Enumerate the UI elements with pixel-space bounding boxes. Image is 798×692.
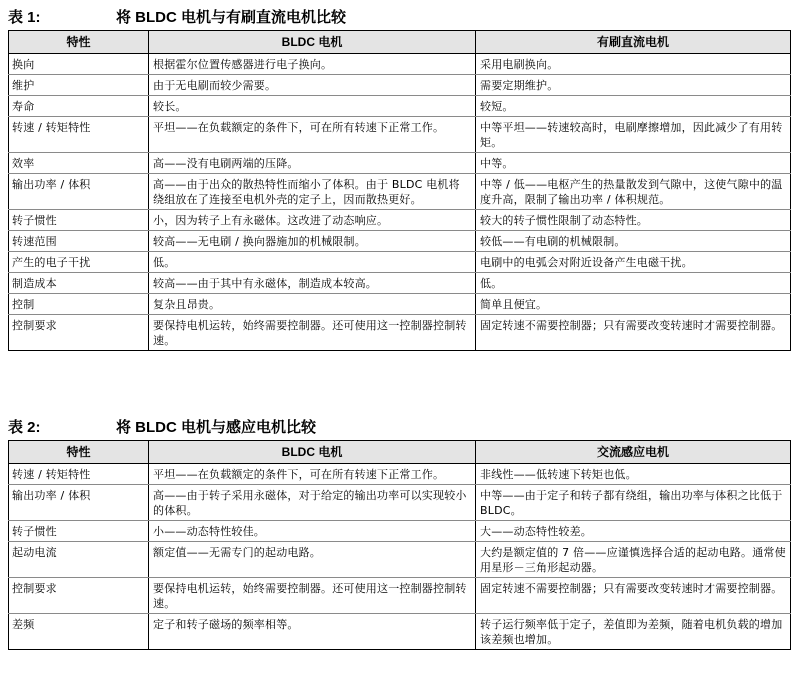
table-row	[9, 231, 791, 252]
feature-cell: 维护	[9, 75, 149, 96]
table2-caption	[8, 416, 790, 440]
table-row	[9, 485, 791, 521]
table2-title: 将 BLDC 电机与感应电机比较	[116, 419, 316, 436]
bldc-cell: 要保持电机运转，始终需要控制器。还可使用这一控制器控制转速。	[149, 578, 476, 614]
header-bldc: BLDC 电机	[149, 31, 476, 54]
feature-cell: 起动电流	[9, 542, 149, 578]
compare-cell: 固定转速不需要控制器；只有需要改变转速时才需要控制器。	[476, 315, 791, 351]
header-bldc: BLDC 电机	[149, 441, 476, 464]
compare-cell: 低。	[476, 273, 791, 294]
compare-cell: 较低——有电刷的机械限制。	[476, 231, 791, 252]
feature-cell: 控制要求	[9, 578, 149, 614]
bldc-cell: 小，因为转子上有永磁体。这改进了动态响应。	[149, 210, 476, 231]
bldc-cell: 复杂且昂贵。	[149, 294, 476, 315]
table-row	[9, 294, 791, 315]
compare-cell: 固定转速不需要控制器；只有需要改变转速时才需要控制器。	[476, 578, 791, 614]
bldc-cell: 定子和转子磁场的频率相等。	[149, 614, 476, 650]
feature-cell: 输出功率 / 体积	[9, 485, 149, 521]
bldc-cell: 要保持电机运转，始终需要控制器。还可使用这一控制器控制转速。	[149, 315, 476, 351]
compare-cell: 大——动态特性较差。	[476, 521, 791, 542]
feature-cell: 控制要求	[9, 315, 149, 351]
feature-cell: 输出功率 / 体积	[9, 174, 149, 210]
table-row	[9, 54, 791, 75]
bldc-cell: 由于无电刷而较少需要。	[149, 75, 476, 96]
table-row	[9, 464, 791, 485]
bldc-cell: 较长。	[149, 96, 476, 117]
table-row	[9, 117, 791, 153]
feature-cell: 产生的电子干扰	[9, 252, 149, 273]
table1-body	[9, 54, 791, 351]
compare-cell: 中等平坦——转速较高时，电刷摩擦增加，因此减少了有用转矩。	[476, 117, 791, 153]
compare-cell: 简单且便宜。	[476, 294, 791, 315]
table-row	[9, 174, 791, 210]
header-brushed-dc: 有刷直流电机	[476, 31, 791, 54]
compare-cell: 较短。	[476, 96, 791, 117]
table-row	[9, 521, 791, 542]
compare-cell: 中等 / 低——电枢产生的热量散发到气隙中，这使气隙中的温度升高，限制了输出功率 / 体积规范。	[476, 174, 791, 210]
table-row	[9, 578, 791, 614]
feature-cell: 效率	[9, 153, 149, 174]
bldc-cell: 额定值——无需专门的起动电路。	[149, 542, 476, 578]
feature-cell: 转速 / 转矩特性	[9, 117, 149, 153]
table2-block	[8, 416, 790, 650]
table-row	[9, 614, 791, 650]
bldc-cell: 低。	[149, 252, 476, 273]
table-header-row	[9, 31, 791, 54]
feature-cell: 转子惯性	[9, 521, 149, 542]
feature-cell: 制造成本	[9, 273, 149, 294]
bldc-cell: 高——由于转子采用永磁体，对于给定的输出功率可以实现较小的体积。	[149, 485, 476, 521]
compare-cell: 电刷中的电弧会对附近设备产生电磁干扰。	[476, 252, 791, 273]
table1-title: 将 BLDC 电机与有刷直流电机比较	[116, 9, 346, 26]
table2-body	[9, 464, 791, 650]
table-row	[9, 252, 791, 273]
header-ac-induction: 交流感应电机	[476, 441, 791, 464]
feature-cell: 寿命	[9, 96, 149, 117]
compare-cell: 转子运行频率低于定子，差值即为差频，随着电机负载的增加该差频也增加。	[476, 614, 791, 650]
table-row	[9, 96, 791, 117]
bldc-cell: 较高——无电刷 / 换向器施加的机械限制。	[149, 231, 476, 252]
feature-cell: 转速范围	[9, 231, 149, 252]
bldc-cell: 高——没有电刷两端的压降。	[149, 153, 476, 174]
compare-cell: 非线性——低转速下转矩也低。	[476, 464, 791, 485]
feature-cell: 换向	[9, 54, 149, 75]
compare-cell: 较大的转子惯性限制了动态特性。	[476, 210, 791, 231]
feature-cell: 转子惯性	[9, 210, 149, 231]
table-row	[9, 273, 791, 294]
table1-block	[8, 6, 790, 351]
feature-cell: 转速 / 转矩特性	[9, 464, 149, 485]
bldc-cell: 平坦——在负载额定的条件下，可在所有转速下正常工作。	[149, 117, 476, 153]
table-header-row	[9, 441, 791, 464]
bldc-cell: 根据霍尔位置传感器进行电子换向。	[149, 54, 476, 75]
table-row	[9, 315, 791, 351]
compare-cell: 需要定期维护。	[476, 75, 791, 96]
compare-cell: 中等——由于定子和转子都有绕组，输出功率与体积之比低于 BLDC。	[476, 485, 791, 521]
table1-caption	[8, 6, 790, 30]
bldc-cell: 小——动态特性较佳。	[149, 521, 476, 542]
feature-cell: 差频	[9, 614, 149, 650]
compare-cell: 中等。	[476, 153, 791, 174]
header-feature: 特性	[9, 31, 149, 54]
bldc-vs-brushed-dc-table	[8, 30, 791, 351]
bldc-cell: 平坦——在负载额定的条件下，可在所有转速下正常工作。	[149, 464, 476, 485]
table2-label: 表 2:	[8, 419, 41, 436]
compare-cell: 采用电刷换向。	[476, 54, 791, 75]
table-row	[9, 153, 791, 174]
feature-cell: 控制	[9, 294, 149, 315]
bldc-vs-induction-table	[8, 440, 791, 650]
bldc-cell: 较高——由于其中有永磁体，制造成本较高。	[149, 273, 476, 294]
table-row	[9, 210, 791, 231]
table1-label: 表 1:	[8, 9, 41, 26]
compare-cell: 大约是额定值的 7 倍——应谨慎选择合适的起动电路。通常使用星形－三角形起动器。	[476, 542, 791, 578]
header-feature: 特性	[9, 441, 149, 464]
table-row	[9, 542, 791, 578]
table-row	[9, 75, 791, 96]
bldc-cell: 高——由于出众的散热特性而缩小了体积。由于 BLDC 电机将绕组放在了连接至电机外壳的定子上，因而散热更好。	[149, 174, 476, 210]
